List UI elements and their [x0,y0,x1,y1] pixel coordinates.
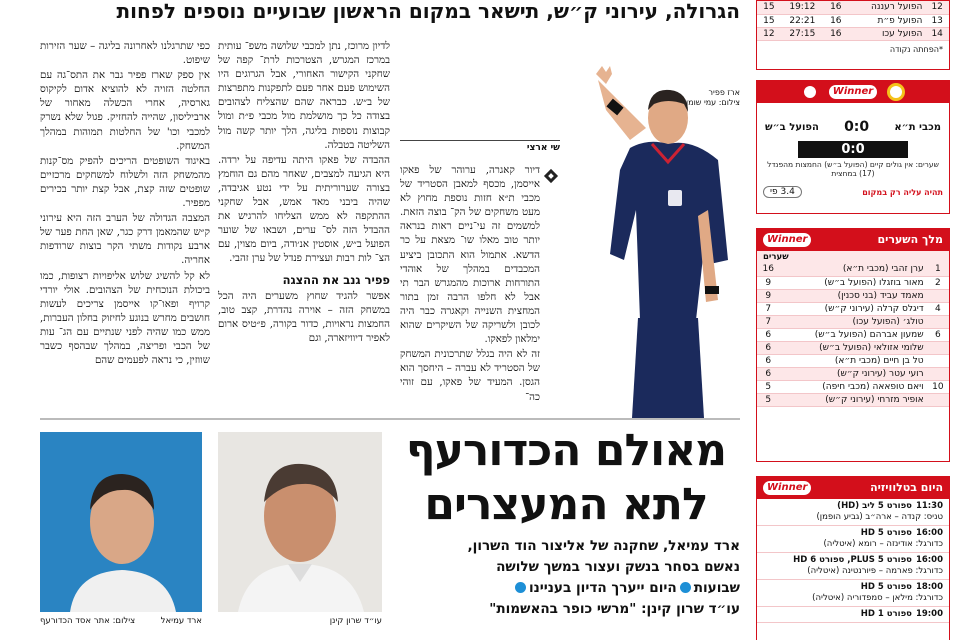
paragraph: זה לא היה בגלל שתרכונית המשחק של הסטריד לא עברה – היחסך הוא הגסן. המעיד של פאקו, עם זוהי כה־ [400,349,540,403]
top-scorers-panel [756,228,950,462]
tv-schedule-panel [756,476,950,640]
article-column-middle [218,40,390,420]
section-divider [40,418,740,420]
byline: שי ארצי [400,140,560,154]
story-headline: מאולם הכדורעף לתא המעצרים [405,425,727,530]
paragraph: לא קל להשיג שלוש אליפויות רצופות, כמו ביכולת הנוכחית של הצהובים. אולי יורדי קרויף ופאו־קו אייסמן צריכים לעשות חושבים מחרש בנוגע לחיזוק בחלון העברות, ממש כמו שהיה לפני שנתיים עם הג־ עות של הכבי ופריצה, במהלך שבהסף כשבר שווזין, כי נראה לפעמים שהם [40,270,210,367]
tv-item: 16:00ספורט 5 PLUS, ספורט 6 HD כדורגל: פארמה – פיורנטינה (איטליה) [757,553,949,580]
paragraph: המצבה הגדולה של הערב הזה היא עירוני ק״ש שהמאמן דרק כגר, שאן החת פער של ארבע נקודות משתי הקר בוצות שרודפות אחריה. [40,213,210,267]
winner-logo: Winner [763,233,811,247]
scorer-row: 6 שמעון אברהם (הפועל ב״ש) 6 [757,328,949,341]
paragraph: באיגוד השופטים הריכים להפיק מס־קנות מהמשחק הזה ולשלוח למשחקים מרכזיים שופטים שזה קצת, אבל קצת יותר בכירים מפפיר. [40,155,210,210]
bullet-diamond-icon [543,168,559,184]
odds-badge: 3.4 פי [763,186,802,198]
scorer-row: 1 ערן זהבי (מכבי ת״א) 16 [757,263,949,276]
scorer-row: 10 ויאם טופאאה (מכבי חיפה) 5 [757,380,949,393]
tv-item: 19:00ספורט 1 HD [757,607,949,623]
promo-text: תהיה עליה רק במקום [862,187,943,197]
odds-row [757,184,949,200]
article-subhead: פפיר גנב את ההצגה [282,272,390,287]
paragraph: דיור קאגרה, ערוהר של פאקו אייסמן, מכסף למאבן הסטריד של מכבי ת״א חזות נוספת מחוץ לא מעט משחקים של הק־ בוצה הזאת. למשמים זה עי־ניים ראות בנראה יותר טוב מאלו שו־ מצאת על כר הדשא. אתמול הוא התכובן ביציע המכבדים במהלך של אוהדי התורחות ארוכות מהמגרש הבר תי אבל לא חלפו הרבה זמן בתור המחצית השנייה וקאגרה כבר היה לכובן ולשריקה של השיקרים שהוא ימלאון לפאקו. [400,165,540,346]
scorers-column-header: שערים [757,251,949,263]
paragraph: ההבדה של פאקו היתה עדיפה על ירדה. היא הגיעה למצבים, שאחר מהם גם הוחמץ בצורה שערוריתית על ידי נטע אגיבדה, שהיה ביבני מאד אמש, אבל שחקני ההתקפה לא ממש הצליחו להרגיש את ההבדל הזה לס־ ערים, ושבאו של שוער הפועל ב״ש, אוסטין אנ׳ודה, ביום מצוין, עם הצ־ לות רבות ועצירת פנדל של ערן זהבי. [218,154,390,265]
paragraph: לדיון מרוכז, נתן למכבי שלושה משפ־ עותית במרכז המגרש, הצטרכות לרת־ קפה של שחקני הקישור האחורי, אבל הגרוגים היו השימוש פעם אחר פעם לתפקנות מתפרצות של ב״ש. כבראה שהם שהצליח לצהובים בצודה כל כך מושלמת מול מכבי פ״ת ומול קבוצות נוספות בליגה, הלך יותר קשה מול השליטה בטבלה. [218,41,390,151]
final-score: 0:0 [844,119,870,135]
photo-caption: עו״ד שרון קינן [329,616,382,626]
match-header [757,81,949,103]
article-column-left [40,40,210,420]
match-details: שערים: אין גולים קיים (הפועל ב״ש) החמצות מהפנדל (17) במחצית [767,160,939,178]
tv-list [757,499,949,623]
standings-panel [756,0,950,70]
scorer-row: טל בן חיים (מכבי ת״א) 6 [757,354,949,367]
story-subheadline: ארד עמיאל, שחקנה של אליצור הוד השרון, נאשם בסחר בנשק ועצור במשך שלושה שבועותהיום ייערך הדיון בעניינו עו״ד שרון קינן: "מרשי כופר בהאשמות" [467,538,740,617]
team-logo-icon [801,83,819,101]
scorer-row: רועי עטר (עירוני ק״ש) 6 [757,367,949,380]
tv-item: 11:30ספורט 5 ליב (HD) טניס: קנדה – ארה״ב (גביע הופמן) [757,499,949,526]
lawyer-photo [218,432,382,612]
scorer-row: 2 מאור בוזגלו (הפועל ב״ש) 9 [757,276,949,289]
standings-note: *הפחתה נקודה [889,44,943,54]
standings-table [757,1,949,41]
home-team: מכבי ת״א [894,121,941,133]
photo-caption: ארד עמיאל צילום: אתר אסד הכדורעף [40,616,202,626]
scorer-row: 4 דיגלס קרלה (עירוני ק״ש) 7 [757,302,949,315]
paragraph: אין ספק שארז פפיר גבר את התס־גה עם החלטה הזויה לא להוציא אדום לקיקוס גארסיה, אחרי הכשלה מאחור של ארביליסון, שהייה להחזיק. פגול שלא נשרק למכבי וכו' של החלטות תמוהות במהלך המשחק. [40,70,210,152]
player-photo [40,432,202,612]
halftime-score: 0:0 [798,141,908,158]
away-team: הפועל ב״ש [765,121,819,133]
tv-header: היום בטלוויזיה Winner [757,477,949,499]
tv-item: 18:00ספורט 5 HD כדורגל: מילאן – סמפדוריה (איטליה) [757,580,949,607]
scorers-header: מלך השערים Winner [757,229,949,251]
paragraph: אפשר להגיד שחוץ משערים היה הכל במשחק הזה – אוירה נהדרת, קצב טוב, החמצות נראויות, כדור בקורה, פ״טיס ארום לאפיר דיוויזארה, וגם [218,290,390,344]
scorer-row: טולג׳ (הפועל עכו) 7 [757,315,949,328]
team-logo-icon [887,83,905,101]
table-row: 13 הפועל פ״ת 16 22:21 15 [757,14,949,27]
tv-item: 16:00ספורט 5 HD כדורגל: אודינזה – רומא (איטליה) [757,526,949,553]
top-headline: הגרולה, עירוני ק״ש, תישאר במקום הראשון שבועיים נוספים לפחות [116,0,740,23]
bullet-dot-icon [680,582,691,593]
winner-logo: Winner [763,481,811,495]
table-row: 14 הפועל עכו 16 27:15 12 [757,27,949,40]
scorer-row: מאמד עביד (בני סכנין) 9 [757,289,949,302]
scorers-table [757,263,949,407]
table-row: 12 הפועל רעננה 16 19:12 15 [757,1,949,14]
match-score-row [757,117,949,137]
paragraph: כפי שתרגלנו לאחרונה בליגה – שער הזירות שיפוט. [40,41,210,67]
winner-logo: Winner [829,85,877,99]
match-result-panel [756,80,950,214]
scorer-row: אופיר מזרחי (עירוני ק״ש) 5 [757,393,949,406]
article-column-right [400,164,540,416]
scorer-row: שלומי אזולאי (הפועל ב״ש) 6 [757,341,949,354]
photo-credit: ארז פפיר צילום: עמי שומן [685,88,740,107]
bullet-dot-icon [515,582,526,593]
